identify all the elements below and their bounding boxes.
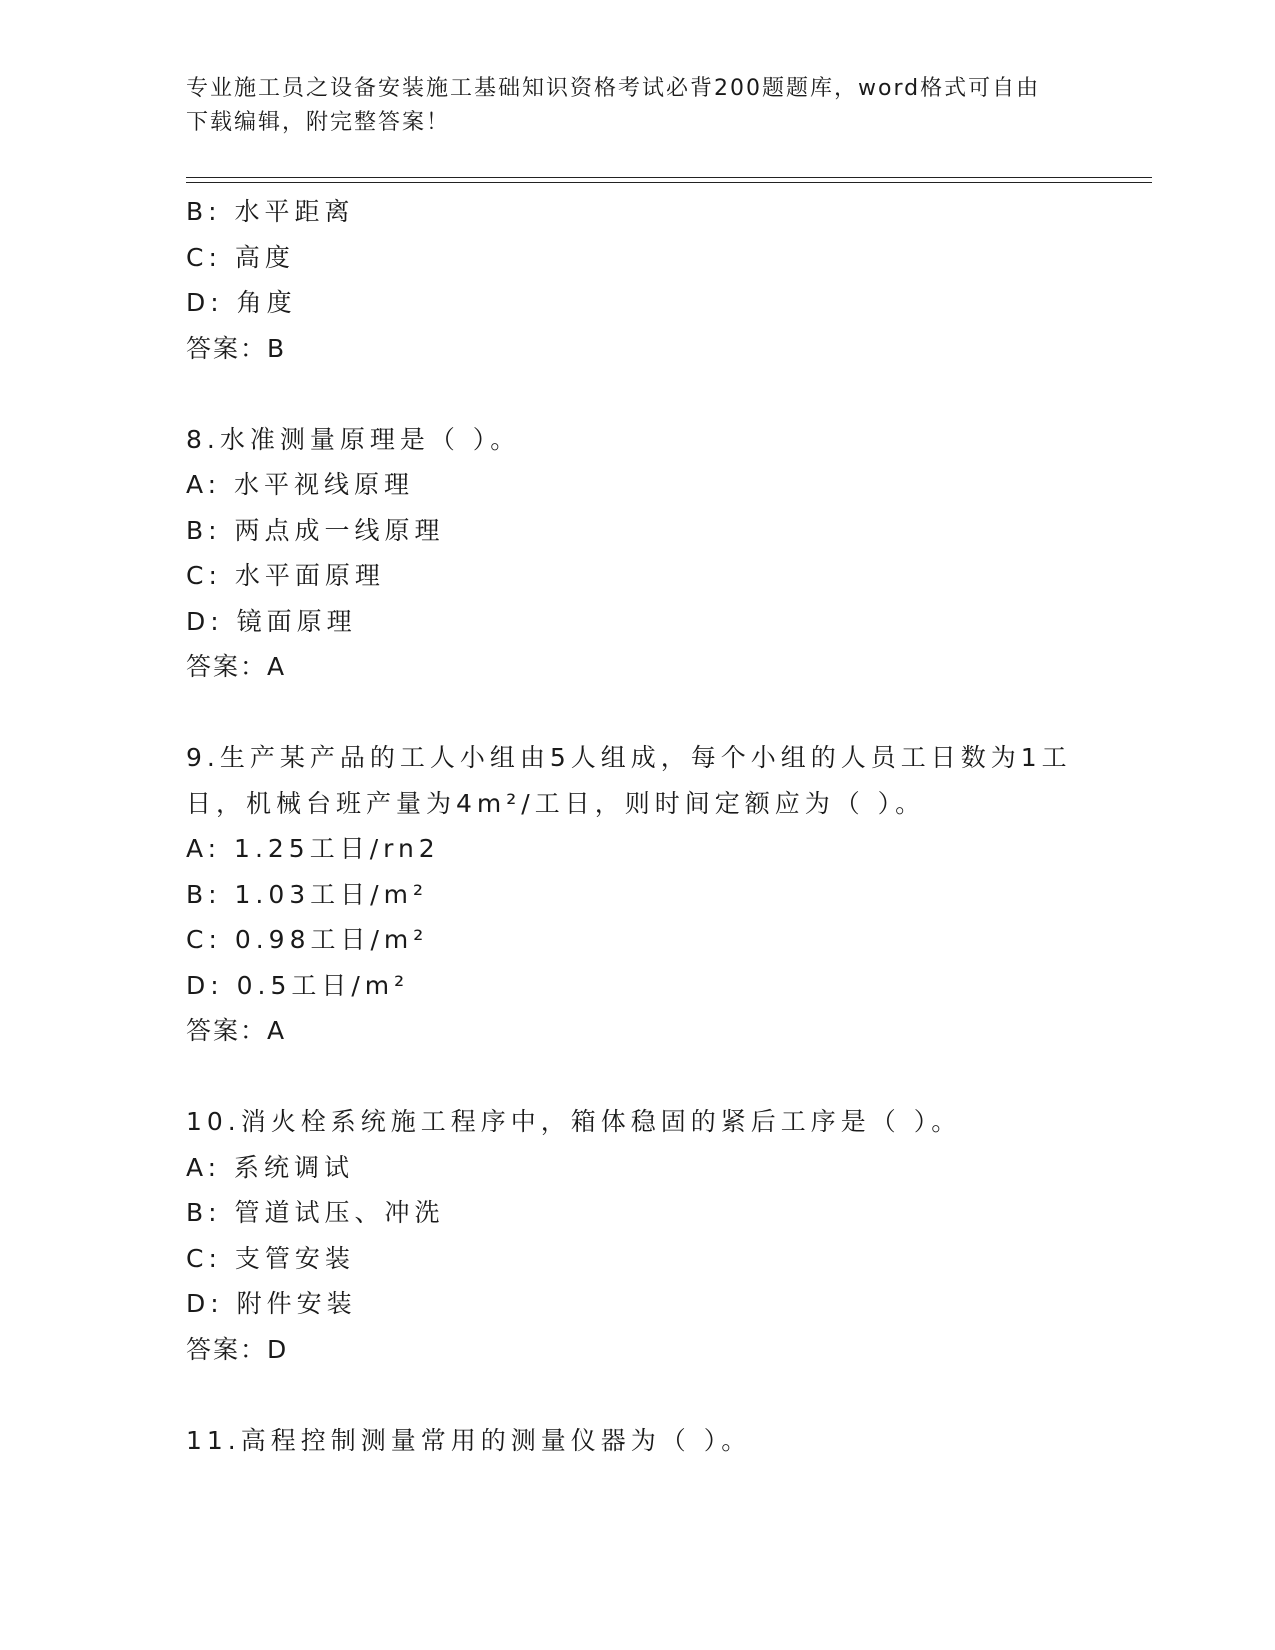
header-line-2: 下载编辑，附完整答案！ — [186, 110, 451, 135]
question-stem: 10.消火栓系统施工程序中，箱体稳固的紧后工序是（ ）。 — [186, 1107, 962, 1136]
option-d: D: 0.5工日/m² — [186, 970, 410, 1000]
option-a: A: 系统调试 — [186, 1152, 355, 1182]
document-header — [186, 72, 1086, 140]
option-b: B: 1.03工日/m² — [186, 879, 428, 909]
option-d: D: 角度 — [186, 288, 297, 317]
question-7-fragment — [186, 189, 1086, 371]
question-9 — [186, 735, 1086, 1054]
header-line-1: 专业施工员之设备安装施工基础知识资格考试必背200题题库，word格式可自由 — [186, 76, 1041, 101]
question-stem: 11.高程控制测量常用的测量仪器为（ ）。 — [186, 1425, 752, 1455]
option-b: B: 水平距离 — [186, 197, 355, 226]
option-a: A: 1.25工日/rn2 — [186, 834, 440, 863]
spacer — [186, 371, 1086, 417]
header-divider-bottom — [186, 182, 1152, 183]
question-stem-line-1: 9.生产某产品的工人小组由5人组成，每个小组的人员工日数为1工 — [186, 743, 1072, 772]
option-b: B: 两点成一线原理 — [186, 515, 445, 545]
option-c: C: 0.98工日/m² — [186, 925, 429, 954]
option-d: D: 附件安装 — [186, 1289, 357, 1318]
question-stem-line-2: 日，机械台班产量为4m²/工日，则时间定额应为（ ）。 — [186, 788, 926, 818]
option-c: C: 高度 — [186, 242, 295, 272]
answer-line: 答案：A — [186, 652, 287, 681]
option-c: C: 支管安装 — [186, 1243, 355, 1273]
header-divider-top — [186, 177, 1152, 178]
spacer — [186, 1054, 1086, 1100]
option-c: C: 水平面原理 — [186, 561, 385, 590]
option-b: B: 管道试压、冲洗 — [186, 1198, 445, 1227]
spacer — [186, 1372, 1086, 1418]
question-8 — [186, 417, 1086, 690]
question-11 — [186, 1418, 1086, 1464]
question-stem: 8.水准测量原理是（ ）。 — [186, 424, 521, 454]
answer-line: 答案：A — [186, 1016, 287, 1045]
question-10 — [186, 1099, 1086, 1372]
question-list — [186, 189, 1086, 1463]
spacer — [186, 690, 1086, 736]
option-d: D: 镜面原理 — [186, 606, 357, 636]
option-a: A: 水平视线原理 — [186, 470, 415, 499]
answer-line: 答案：B — [186, 333, 287, 363]
answer-line: 答案：D — [186, 1334, 289, 1364]
